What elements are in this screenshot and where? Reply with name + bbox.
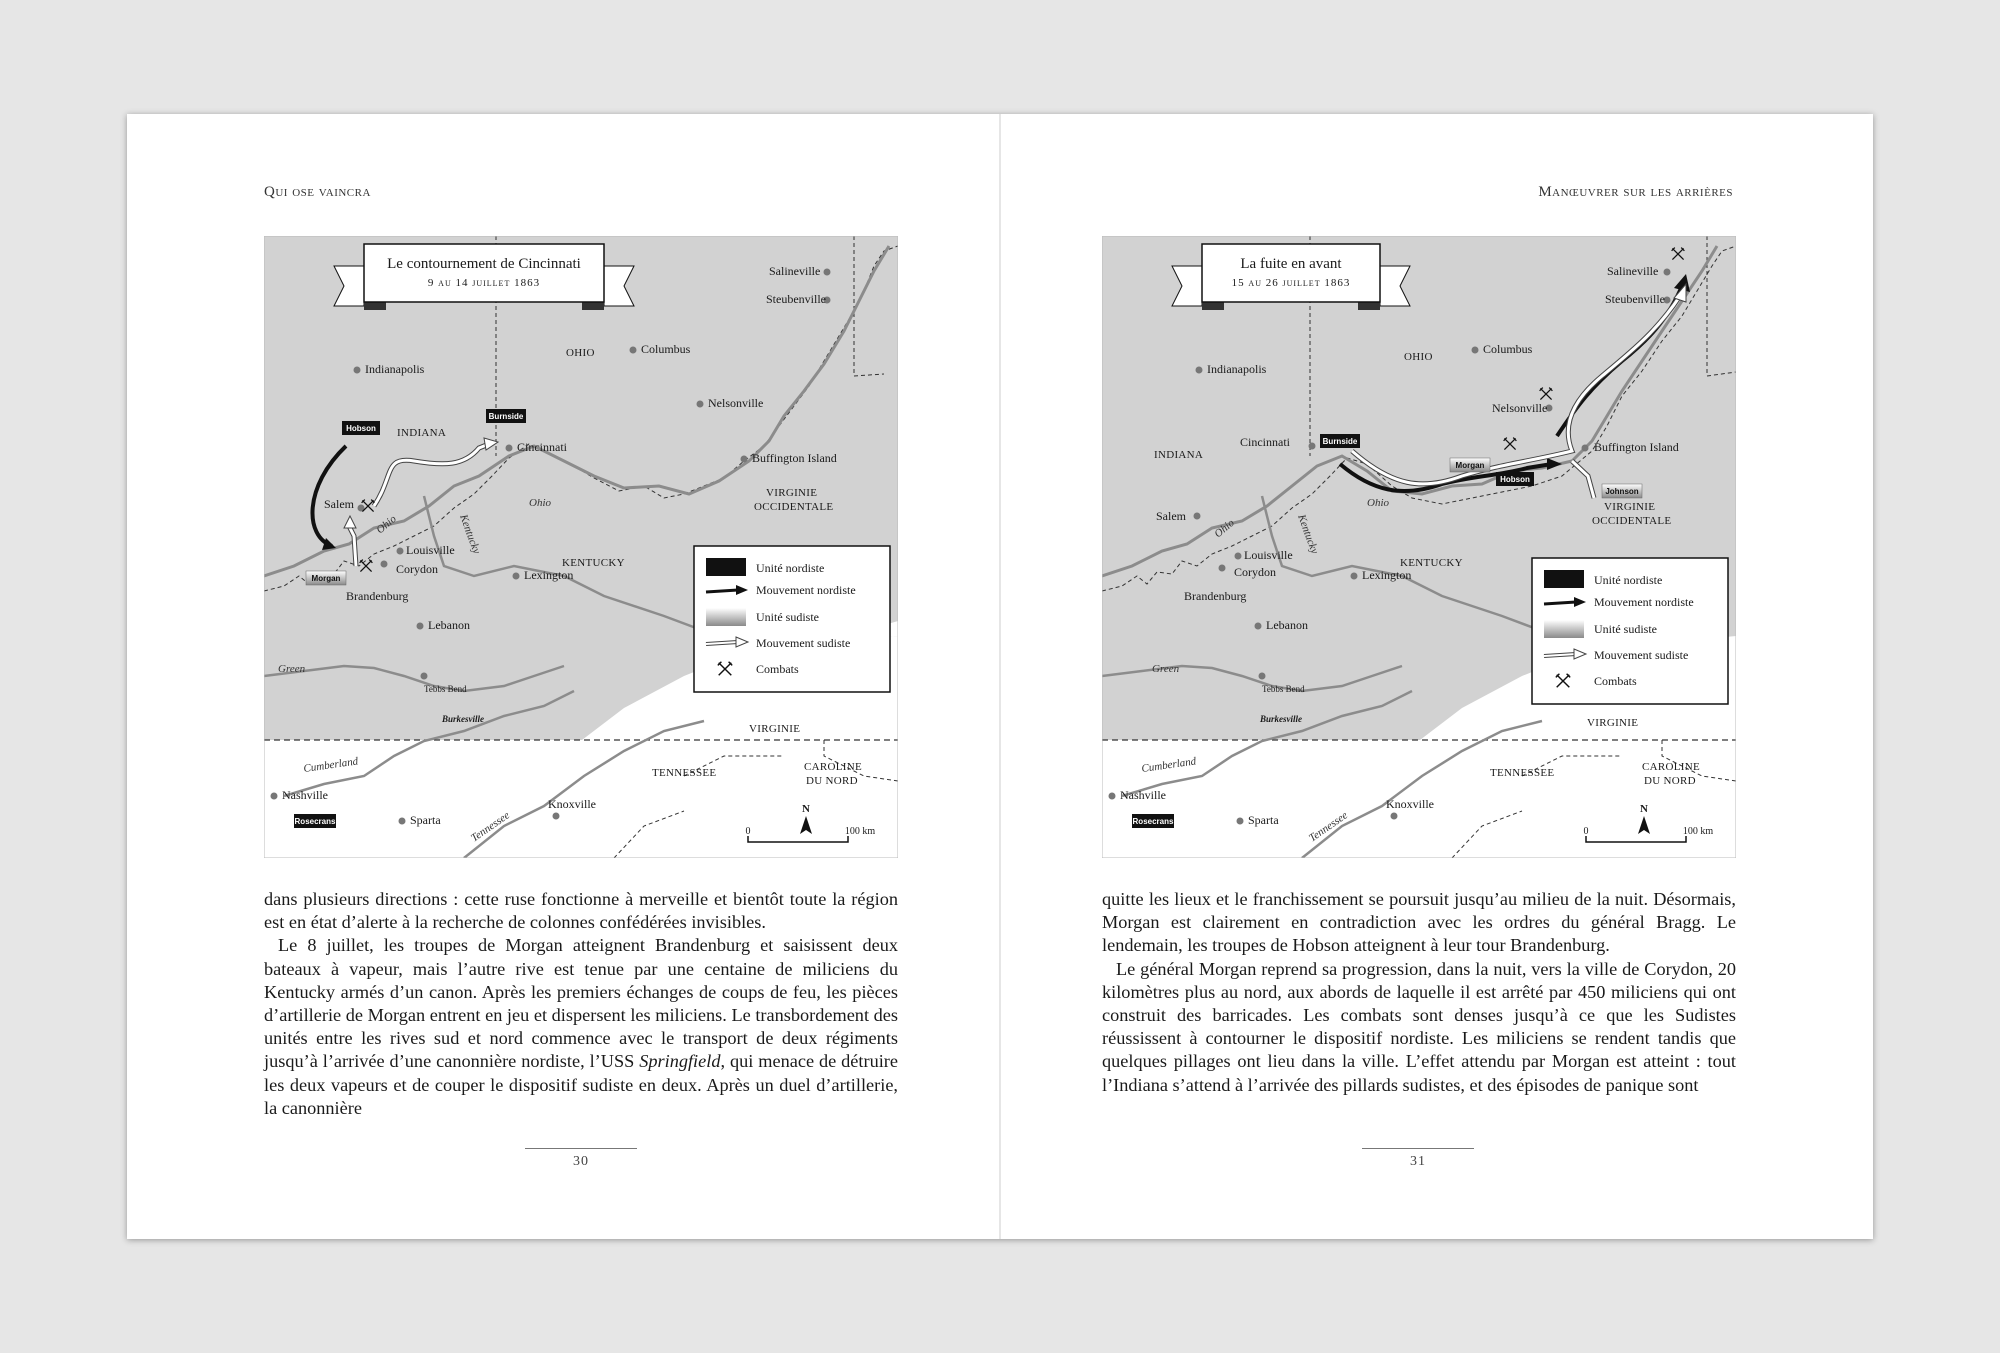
svg-text:Johnson: Johnson [1605, 487, 1639, 496]
svg-text:Rosecrans: Rosecrans [1132, 817, 1174, 826]
legend-label: Unité nordiste [1594, 573, 1663, 587]
state-nc-2: DU NORD [806, 775, 858, 787]
running-head: Qui ose vaincra [264, 184, 371, 200]
state-nc-1: CAROLINE [804, 761, 863, 773]
river-label-green: Green [278, 663, 306, 675]
legend-label: Unité nordiste [756, 561, 825, 575]
unit-tag-hobson [342, 421, 380, 435]
map-subtitle: 9 au 14 juillet 1863 [427, 277, 541, 289]
scale-distance: 100 km [1682, 826, 1714, 837]
river-label-green: Green [1152, 663, 1180, 675]
state-nc-1: CAROLINE [1642, 761, 1701, 773]
city-brandenburg: Brandenburg [346, 589, 409, 603]
folio-rule [525, 1148, 637, 1149]
city-brandenburg: Brandenburg [1184, 589, 1247, 603]
north-label: N [1640, 803, 1648, 815]
river-label-cumberland: Cumberland [1140, 755, 1197, 775]
city-steubenville: Steubenville [766, 292, 826, 306]
right-page [1000, 114, 1873, 1239]
state-kentucky: KENTUCKY [1400, 557, 1463, 569]
river-label-kentucky: Kentucky [457, 512, 483, 556]
city-salineville: Salineville [769, 264, 821, 278]
city-lebanon: Lebanon [428, 618, 470, 632]
state-kentucky: KENTUCKY [562, 557, 625, 569]
map-svg [1102, 236, 1736, 858]
legend-label: Mouvement nordiste [1594, 595, 1694, 609]
north-label: N [802, 803, 810, 815]
left-page [127, 114, 1000, 1239]
legend-label: Unité sudiste [1594, 622, 1657, 636]
city-lexington: Lexington [524, 568, 574, 582]
city-corydon: Corydon [1234, 565, 1276, 579]
city-burkesville: Burkesville [1260, 714, 1302, 724]
city-indianapolis: Indianapolis [1207, 362, 1267, 376]
state-wv-1: VIRGINIE [766, 487, 818, 499]
city-cincinnati: Cincinnati [1240, 435, 1290, 449]
legend-label: Mouvement nordiste [756, 583, 856, 597]
map-fuite-en-avant [1102, 236, 1736, 858]
city-corydon: Corydon [396, 562, 438, 576]
svg-text:Morgan: Morgan [1455, 461, 1485, 470]
state-wv-2: OCCIDENTALE [1592, 515, 1672, 527]
city-sparta: Sparta [1248, 813, 1279, 827]
river-label-kentucky: Kentucky [1295, 512, 1321, 556]
river-label-tennessee: Tennessee [468, 809, 512, 845]
city-buffington: Buffington Island [752, 451, 837, 465]
title-banner [334, 244, 634, 310]
svg-text:Morgan: Morgan [311, 574, 341, 583]
unit-tag-johnson [1602, 484, 1642, 498]
city-knoxville: Knoxville [1386, 797, 1434, 811]
svg-text:Hobson: Hobson [346, 424, 376, 433]
legend-label: Mouvement sudiste [1594, 648, 1689, 662]
city-sparta: Sparta [410, 813, 441, 827]
city-columbus: Columbus [1483, 342, 1533, 356]
river-label-ohio: Ohio [374, 512, 399, 537]
river-label-ohio-2: Ohio [529, 497, 551, 509]
city-louisville: Louisville [406, 543, 455, 557]
state-tennessee: TENNESSEE [652, 767, 717, 779]
city-lexington: Lexington [1362, 568, 1412, 582]
state-ohio: OHIO [566, 347, 595, 359]
city-nashville: Nashville [282, 788, 328, 802]
river-label-ohio-2: Ohio [1367, 497, 1389, 509]
unit-tag-hobson [1496, 472, 1534, 486]
unit-tag-burnside [1320, 434, 1360, 448]
unit-tag-rosecrans [294, 814, 336, 828]
unit-tag-rosecrans [1132, 814, 1174, 828]
paragraph: Le général Morgan reprend sa progression, dans la nuit, vers la ville de Corydon, 20 kilomètres plus au nord, aux abords de laquelle il est arrêté par 450 miliciens qui ont construit des barricades. Les combats sont denses jusqu’à ce que les Sudistes réussissent à contourner le dispositif nordiste. Les miliciens se rendent tandis que quelques pillages ont lieu dans la ville. L’effet attendu par Morgan est atteint : tout l’Indiana s’attend à l’arrivée des pillards sudistes, et des épisodes de panique sont [1102, 958, 1736, 1095]
state-wv-2: OCCIDENTALE [754, 501, 834, 513]
river-label-cumberland: Cumberland [302, 755, 359, 775]
scale-distance: 100 km [844, 826, 876, 837]
state-wv-1: VIRGINIE [1604, 501, 1656, 513]
svg-text:Burnside: Burnside [488, 412, 524, 421]
state-virginie: VIRGINIE [1587, 717, 1639, 729]
paragraph: quitte les lieux et le franchissement se poursuit jusqu’au milieu de la nuit. Désormais, Morgan est clairement en contradiction avec les ordres du général Bragg. Le lendemain, les troupes de Hobson atteignent à leur tour Brandenburg. [1102, 889, 1736, 956]
map-subtitle: 15 au 26 juillet 1863 [1231, 277, 1351, 289]
city-salineville: Salineville [1607, 264, 1659, 278]
city-cincinnati: Cincinnati [517, 440, 567, 454]
svg-text:Burnside: Burnside [1322, 437, 1358, 446]
map-contournement-cincinnati [264, 236, 898, 858]
title-banner [1172, 244, 1410, 310]
map-legend [1532, 558, 1728, 704]
unit-tag-morgan [1450, 458, 1490, 472]
city-buffington: Buffington Island [1594, 440, 1679, 454]
unit-tag-burnside [486, 409, 526, 423]
legend-label: Unité sudiste [756, 610, 819, 624]
svg-text:Hobson: Hobson [1500, 475, 1530, 484]
state-nc-2: DU NORD [1644, 775, 1696, 787]
state-indiana: INDIANA [397, 427, 447, 439]
map-svg [264, 236, 898, 858]
map-legend [694, 546, 890, 692]
city-burkesville: Burkesville [442, 714, 484, 724]
city-columbus: Columbus [641, 342, 691, 356]
city-tebbs-bend: Tebbs Bend [424, 684, 467, 694]
city-knoxville: Knoxville [548, 797, 596, 811]
page-number: 31 [1410, 1154, 1426, 1169]
state-indiana: INDIANA [1154, 449, 1204, 461]
scale-zero: 0 [745, 826, 751, 837]
city-indianapolis: Indianapolis [365, 362, 425, 376]
city-salem: Salem [324, 497, 354, 511]
svg-text:Rosecrans: Rosecrans [294, 817, 336, 826]
map-title: La fuite en avant [1240, 256, 1342, 272]
state-tennessee: TENNESSEE [1490, 767, 1555, 779]
river-label-tennessee: Tennessee [1306, 809, 1350, 845]
city-salem: Salem [1156, 509, 1186, 523]
city-lebanon: Lebanon [1266, 618, 1308, 632]
state-virginie: VIRGINIE [749, 723, 801, 735]
folio-rule [1362, 1148, 1474, 1149]
city-louisville: Louisville [1244, 548, 1293, 562]
city-nelsonville: Nelsonville [1492, 401, 1548, 415]
scale-zero: 0 [1583, 826, 1589, 837]
city-nelsonville: Nelsonville [708, 396, 764, 410]
city-nashville: Nashville [1120, 788, 1166, 802]
paragraph: dans plusieurs directions : cette ruse fonctionne à merveille et bientôt toute la région est en état d’alerte à la recherche de colonnes confédérées invisibles. [264, 889, 898, 933]
city-steubenville: Steubenville [1605, 292, 1665, 306]
city-tebbs-bend: Tebbs Bend [1262, 684, 1305, 694]
legend-label: Mouvement sudiste [756, 636, 851, 650]
body-text [264, 888, 898, 1120]
running-head: Manœuvrer sur les arrières [1538, 184, 1733, 200]
legend-label: Combats [1594, 674, 1637, 688]
map-title: Le contournement de Cincinnati [387, 256, 581, 272]
unit-tag-morgan [306, 571, 346, 585]
body-text [1102, 888, 1736, 1097]
river-label-ohio: Ohio [1212, 516, 1237, 541]
page-number: 30 [573, 1154, 589, 1169]
state-ohio: OHIO [1404, 351, 1433, 363]
book-spread [127, 114, 1873, 1239]
paragraph: Le 8 juillet, les troupes de Morgan atteignent Brandenburg et saisissent deux bateaux à vapeur, mais l’autre rive est tenue par une centaine de miliciens du Kentucky armés d’un canon. Après les premiers échanges de coups de feu, les pièces d’artillerie de Morgan entrent en jeu et dispersent les miliciens. Le transbordement des unités entre les rives sud et nord commence avec le transport de deux régiments jusqu’à l’arrivée d’une canonnière nordiste, l’USS Springfield, qui menace de détruire les deux vapeurs et de couper le dispositif sudiste en deux. Après un duel d’artillerie, la canonnière [264, 935, 898, 1118]
legend-label: Combats [756, 662, 799, 676]
